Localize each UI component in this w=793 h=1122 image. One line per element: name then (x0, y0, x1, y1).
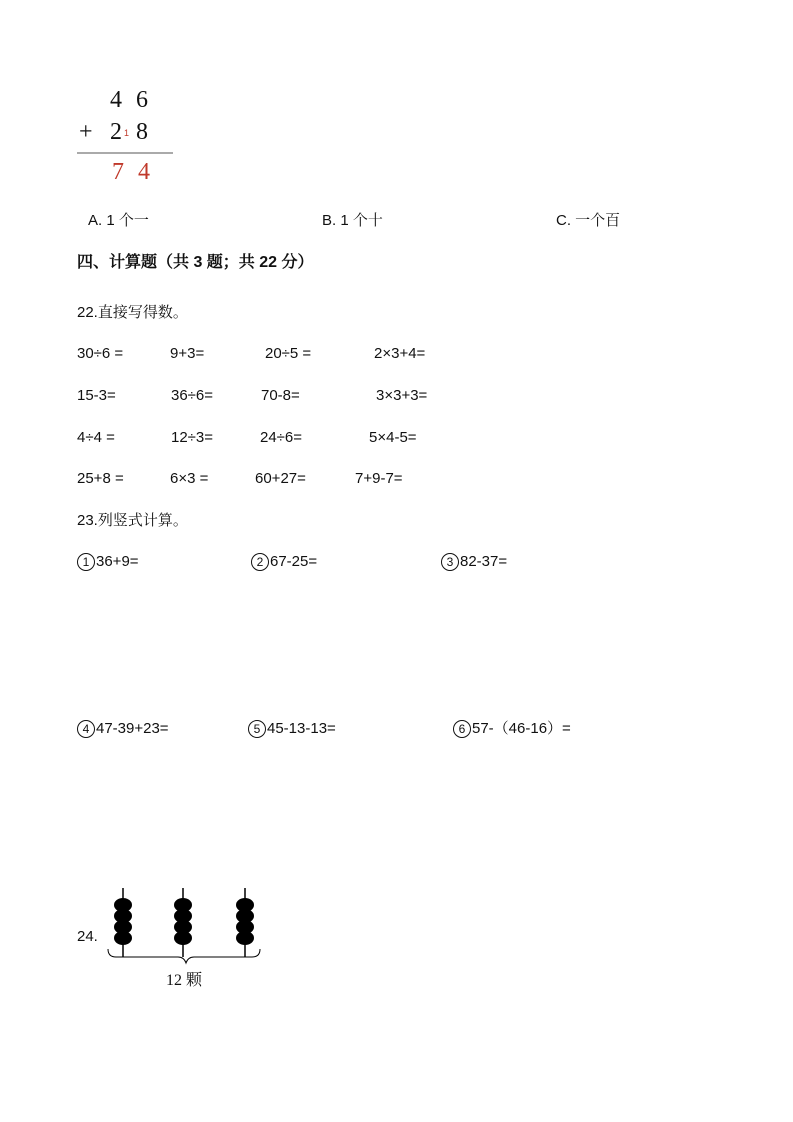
circled-number: 3 (441, 553, 459, 571)
q22-item: 70-8= (261, 387, 300, 404)
q23-expr: 82-37= (460, 553, 508, 570)
q22-item: 15-3= (77, 387, 116, 404)
option-c: C. 一个百 (556, 212, 621, 229)
q22-item: 24÷6= (260, 429, 303, 446)
brace (108, 949, 260, 963)
q22-item: 9+3= (170, 345, 205, 362)
carry-mark: 1 (124, 128, 130, 138)
addend-tens: 2 (110, 119, 122, 145)
sum-result: 7 4 (112, 159, 154, 185)
q22-item: 5×4-5= (369, 429, 417, 446)
q22-item: 4÷4 = (77, 429, 115, 446)
q22-item: 36÷6= (171, 387, 214, 404)
q23-expr: 47-39+23= (96, 720, 169, 737)
q23-item (77, 719, 169, 739)
q23-expr: 57-（46-16）= (472, 720, 571, 737)
section-title: 四、计算题（共 3 题；共 22 分） (77, 254, 314, 271)
option-b: B. 1 个十 (322, 212, 383, 229)
option-a: A. 1 个一 (88, 212, 149, 229)
q23-title: 23.列竖式计算。 (77, 512, 188, 529)
q24-number: 24. (77, 928, 98, 945)
q23-expr: 45-13-13= (267, 720, 336, 737)
q22-item: 12÷3= (171, 429, 214, 446)
circled-number: 2 (251, 553, 269, 571)
q22-item: 60+27= (255, 470, 306, 487)
q22-item: 25+8 = (77, 470, 124, 487)
bead-total-label: 12 颗 (166, 972, 203, 989)
q23-item (251, 552, 317, 572)
q22-item: 6×3 = (170, 470, 209, 487)
q22-item: 30÷6 = (77, 345, 124, 362)
q22-item: 2×3+4= (374, 345, 426, 362)
circled-number: 6 (453, 720, 471, 738)
q22-item: 7+9-7= (355, 470, 403, 487)
q23-item (77, 552, 139, 572)
circled-number: 4 (77, 720, 95, 738)
q23-item (453, 719, 571, 739)
q22-title: 22.直接写得数。 (77, 304, 188, 321)
q22-item: 3×3+3= (376, 387, 428, 404)
plus-sign: + (79, 119, 93, 145)
addend-ones: 8 (136, 119, 148, 145)
q22-item: 20÷5 = (265, 345, 312, 362)
q23-item (248, 719, 336, 739)
bead-groups-figure (100, 885, 270, 965)
q23-item (441, 552, 507, 572)
sum-line (77, 152, 173, 154)
addend-top: 4 6 (110, 87, 152, 113)
q23-expr: 36+9= (96, 553, 139, 570)
circled-number: 1 (77, 553, 95, 571)
circled-number: 5 (248, 720, 266, 738)
q23-expr: 67-25= (270, 553, 318, 570)
